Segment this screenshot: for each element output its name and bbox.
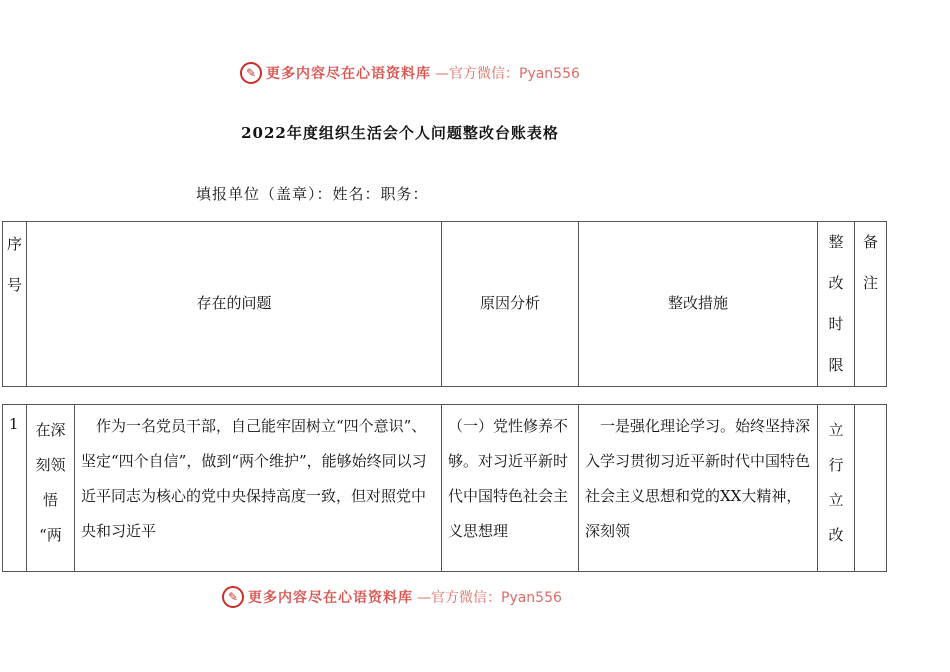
measure-text: 一是强化理论学习。始终坚持深入学习贯彻习近平新时代中国特色社会主义思想和党的XX大精神，深刻领	[585, 417, 811, 540]
topic-char: 在深	[35, 421, 66, 439]
row-topic	[27, 405, 75, 572]
watermark-top	[240, 62, 580, 84]
topic-char: 刻领	[35, 456, 66, 474]
pen-logo-icon: ✎	[240, 62, 262, 84]
fill-in-line: 填报单位（盖章）：姓名：职务：	[196, 185, 429, 203]
header-time-char: 限	[828, 356, 844, 374]
row-measure	[579, 405, 818, 572]
time-char: 立	[828, 491, 844, 509]
header-time-char: 时	[828, 315, 844, 333]
row-number	[3, 405, 27, 572]
problem-text: 作为一名党员干部，自己能牢固树立“四个意识”、坚定“四个自信”，做到“两个维护”，能够始终同以习近平同志为核心的党中央保持高度一致，但对照党中央和习近平	[81, 417, 427, 540]
header-time	[818, 222, 855, 387]
header-time-char: 整	[828, 233, 844, 251]
header-problem	[27, 222, 442, 387]
topic-char: 悟	[42, 491, 58, 509]
row-time	[818, 405, 855, 572]
row-problem	[75, 405, 442, 572]
time-char: 立	[828, 421, 844, 439]
header-table	[2, 221, 887, 387]
data-table	[2, 404, 887, 572]
time-char: 行	[828, 456, 844, 474]
watermark-bottom	[222, 586, 562, 608]
header-seq-char: 号	[6, 276, 22, 294]
header-measure	[579, 222, 818, 387]
header-time-char: 改	[828, 274, 844, 292]
pen-logo-icon: ✎	[222, 586, 244, 608]
row-cause	[442, 405, 579, 572]
header-cause	[442, 222, 579, 387]
header-seq-char: 序	[6, 235, 22, 253]
watermark-text: 更多内容尽在心语资料库	[266, 66, 431, 82]
page-title: 2022年度组织生活会个人问题整改台账表格	[241, 124, 559, 142]
header-seq	[3, 222, 27, 387]
cause-text: （一）党性修养不够。对习近平新时代中国特色社会主义思想理	[448, 417, 569, 540]
row-number-text: 1	[9, 415, 19, 433]
header-note-char: 注	[862, 274, 878, 292]
header-note-char: 备	[862, 233, 878, 251]
header-problem-label: 存在的问题	[196, 294, 272, 312]
time-char: 改	[828, 526, 844, 544]
header-cause-label: 原因分析	[479, 294, 540, 312]
row-note	[855, 405, 887, 572]
topic-char: “两	[39, 526, 62, 544]
watermark-wechat: —官方微信：Pyan556	[435, 66, 580, 82]
watermark-wechat: —官方微信：Pyan556	[417, 590, 562, 606]
watermark-text: 更多内容尽在心语资料库	[248, 590, 413, 606]
header-measure-label: 整改措施	[667, 294, 728, 312]
header-note	[855, 222, 887, 387]
table-row	[3, 405, 887, 572]
